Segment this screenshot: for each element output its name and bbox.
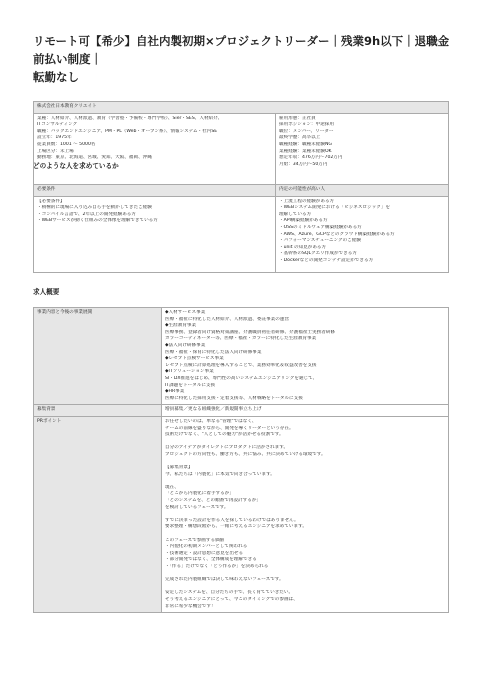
- pr-line: そう考えるエンジニアにとって、今このタイミングでの参画は、: [165, 596, 298, 602]
- business-line: 医療・福祉・保育に特化した法人向け研修事業: [165, 349, 262, 355]
- company-info: 上場区分：未上場: [37, 148, 74, 154]
- pr-line: 非常に希少な機会です！: [165, 603, 216, 609]
- company-info: 職種：バックエンドエンジニア、PM・PL（Web・オープン系）、情報システム・社内SE: [37, 128, 218, 134]
- business-line: レセプト点検に計算処理を導入することで、業務効率化＆収益改善を支援: [165, 362, 317, 368]
- employment-info: 職位：メンバー、リーダー: [279, 128, 334, 134]
- business-label: 事業内容と今後の事業展開: [34, 308, 162, 405]
- pr-blank-line: [165, 511, 445, 518]
- section-heading-person: どのような人を求めているか: [33, 162, 119, 170]
- preferred-item: ・unit の知見がある方: [279, 244, 327, 250]
- preferred-item: ・API構築経験がある方: [279, 218, 328, 224]
- company-info: 業種：人材紹介、人材派遣、教育（学習塾・予備校・専門学校）、Sier・SES、人材紹介、: [37, 115, 223, 121]
- company-info-right: [276, 113, 449, 191]
- pr-line: 自分のアイデアがダイレクトにプロダクトに活かされます。: [165, 445, 289, 451]
- pr-line: 要求整理・構想段階から、一緒に考えるエンジニアを求めています。: [165, 524, 307, 530]
- company-name: 株式会社日本教育クリエイト: [34, 102, 449, 114]
- company-info: 設立年：1975年: [37, 135, 72, 141]
- business-line: 医療事務、登録者向け資格対策講座、介護職員初任者研修、介護福祉士実務者研修: [165, 329, 335, 335]
- pr-line: 完成された内製組織では決して味わえないフェーズです。: [165, 577, 284, 583]
- pr-blank-line: [165, 458, 445, 465]
- employment-info: 雇用形態：正社員: [279, 115, 316, 121]
- pr-line: 「どこから内製化に着手するか」: [165, 491, 234, 497]
- pr-line: このフェーズで参画する価値: [165, 537, 225, 543]
- pr-line: 「どのシステムを、どの順番で再設計するか」: [165, 498, 262, 504]
- pr-line: を検討しているフェーズです。: [165, 504, 229, 510]
- business-line: ◆HR事業: [165, 389, 185, 395]
- company-info-left: [34, 113, 276, 191]
- pr-line: チームの前線を盛りながら、開発を導くリーダーという存在。: [165, 425, 294, 431]
- pr-line: 【募集背景】: [165, 465, 193, 471]
- pr-line: ・部分開発ではなく、全体構成を理解できる: [165, 557, 257, 563]
- company-info: 従業員数：1001 〜 5000名: [37, 141, 96, 147]
- preferred-header: 内定の可能性が高い人: [276, 185, 449, 197]
- employment-info: 職種経験：職種未経験NG: [279, 141, 332, 147]
- company-info: 勤務地：東京、北海道、宮城、愛知、大阪、福岡、沖縄: [37, 155, 152, 161]
- job-title-line-1: リモート可【希少】自社内製初期×プロジェクトリーダー｜残業9h以下｜退職金前払い制度｜: [33, 34, 450, 66]
- job-overview-table: [33, 307, 449, 613]
- business-line: IT課題をトータルに支援: [165, 382, 216, 388]
- business-line: ◆レセプト点検サービス事業: [165, 356, 224, 362]
- required-conditions: [34, 196, 276, 272]
- business-line: 医療・福祉に特化した人材紹介、人材派遣、委託事業の運営: [165, 316, 290, 322]
- preferred-item: ・WEBシステム開発における「ビジネスロジック」を: [279, 205, 391, 211]
- business-line: 医療に特化した採用支援・定着支援等、人材戦略をトータルに支援: [165, 395, 303, 401]
- business-line: カラーコーディネーター等、医療・福祉・カラーに特化した生涯教育事業: [165, 336, 317, 342]
- requirements-table: [33, 184, 449, 273]
- required-item: 【必要条件】: [37, 198, 65, 204]
- employment-info: 最終学歴：高卒以上: [279, 135, 321, 141]
- pr-line: 現在、: [165, 484, 179, 490]
- pr-line: ・技術選定・設計思想に意見を出せる: [165, 550, 244, 556]
- preferred-item: ・AWS、Azure、GCPなどのクラウド構築経験がある方: [279, 231, 395, 237]
- pr-blank-line: [165, 439, 445, 446]
- business-line: ◆ITソリューション事業: [165, 369, 214, 375]
- pr-blank-line: [165, 571, 445, 578]
- pr-line: ・「作る」だけでなく「どう作るか」を決められる: [165, 563, 269, 569]
- background-content: 増員募集／更なる組織強化／新規開事立ち上げ: [162, 405, 449, 417]
- required-item: ・WEBサービスが動く仕組みの全体像を理解できている方: [37, 218, 158, 224]
- required-item: ・積極的に現場に入り込み自ら手を動かしてきたご経験: [37, 205, 152, 211]
- business-content: [162, 308, 449, 405]
- employment-info: 採用ポジション：中途採用: [279, 122, 334, 128]
- pr-line: お任せしたいのは、単なる"管理"ではなく、: [165, 418, 257, 424]
- preferred-conditions: [276, 196, 449, 272]
- preferred-item: ・OSSのミドルウェア構築経験がある方: [279, 224, 362, 230]
- required-item: ・コンパイル言語で、2年以上の開発経験ある方: [37, 211, 136, 217]
- pr-line: 安定したシステムを、自分たちの手で、長く育てていきたい。: [165, 590, 294, 596]
- company-table: [33, 101, 449, 192]
- pr-line: プロジェクトの方向性も、働き方も、共に悩み、共に決めていける環境です。: [165, 451, 326, 457]
- pr-line: すでに決まった設計を作る人を探しているわけではありません。: [165, 517, 299, 523]
- business-line: ◆生涯教育事業: [165, 323, 197, 329]
- business-line: SI・DX推進をはじめ、専門性の高いシステムエンジニアリングを通じて、: [165, 375, 318, 381]
- preferred-item: ・Dockerなどの開発コンテナ設定ができる方: [279, 257, 374, 263]
- business-line: ◆人材サービス事業: [165, 310, 206, 315]
- background-label: 募集背景: [34, 405, 162, 417]
- pr-blank-line: [165, 584, 445, 591]
- pr-content: [162, 416, 449, 612]
- business-line: ◆法人向け研修事業: [165, 342, 206, 348]
- section-heading-jobs: 求人概要: [33, 288, 60, 296]
- pr-blank-line: [165, 531, 445, 538]
- pr-line: 今、私たちは「内製化」に本気で向き合っています。: [165, 471, 275, 477]
- preferred-item: ・基幹系のSQLクエリ作成ができる方: [279, 251, 357, 257]
- employment-info: 月給：34万円〜50万円: [279, 161, 328, 167]
- pr-blank-line: [165, 478, 445, 485]
- job-title: [33, 32, 453, 86]
- pr-line: ・内製化の初期メンバーとして関われる: [165, 544, 248, 550]
- pr-line: 技術だけでなく、"人としての魅力"が活かせる役割です。: [165, 432, 284, 438]
- preferred-item: 理解している方: [279, 211, 312, 217]
- employment-info: 想定年収：476万円〜702万円: [279, 155, 343, 161]
- job-title-line-2: 転勤なし: [33, 70, 79, 84]
- employment-info: 業種経験：業種未経験OK: [279, 148, 332, 154]
- pr-label: PRポイント: [34, 416, 162, 612]
- preferred-item: ・上流工程の経験がある方: [279, 198, 335, 204]
- preferred-item: ・パフォーマンスチューニングのご経験: [279, 238, 361, 244]
- company-info: ITコンサルティング: [37, 122, 78, 128]
- required-header: 必要条件: [34, 185, 276, 197]
